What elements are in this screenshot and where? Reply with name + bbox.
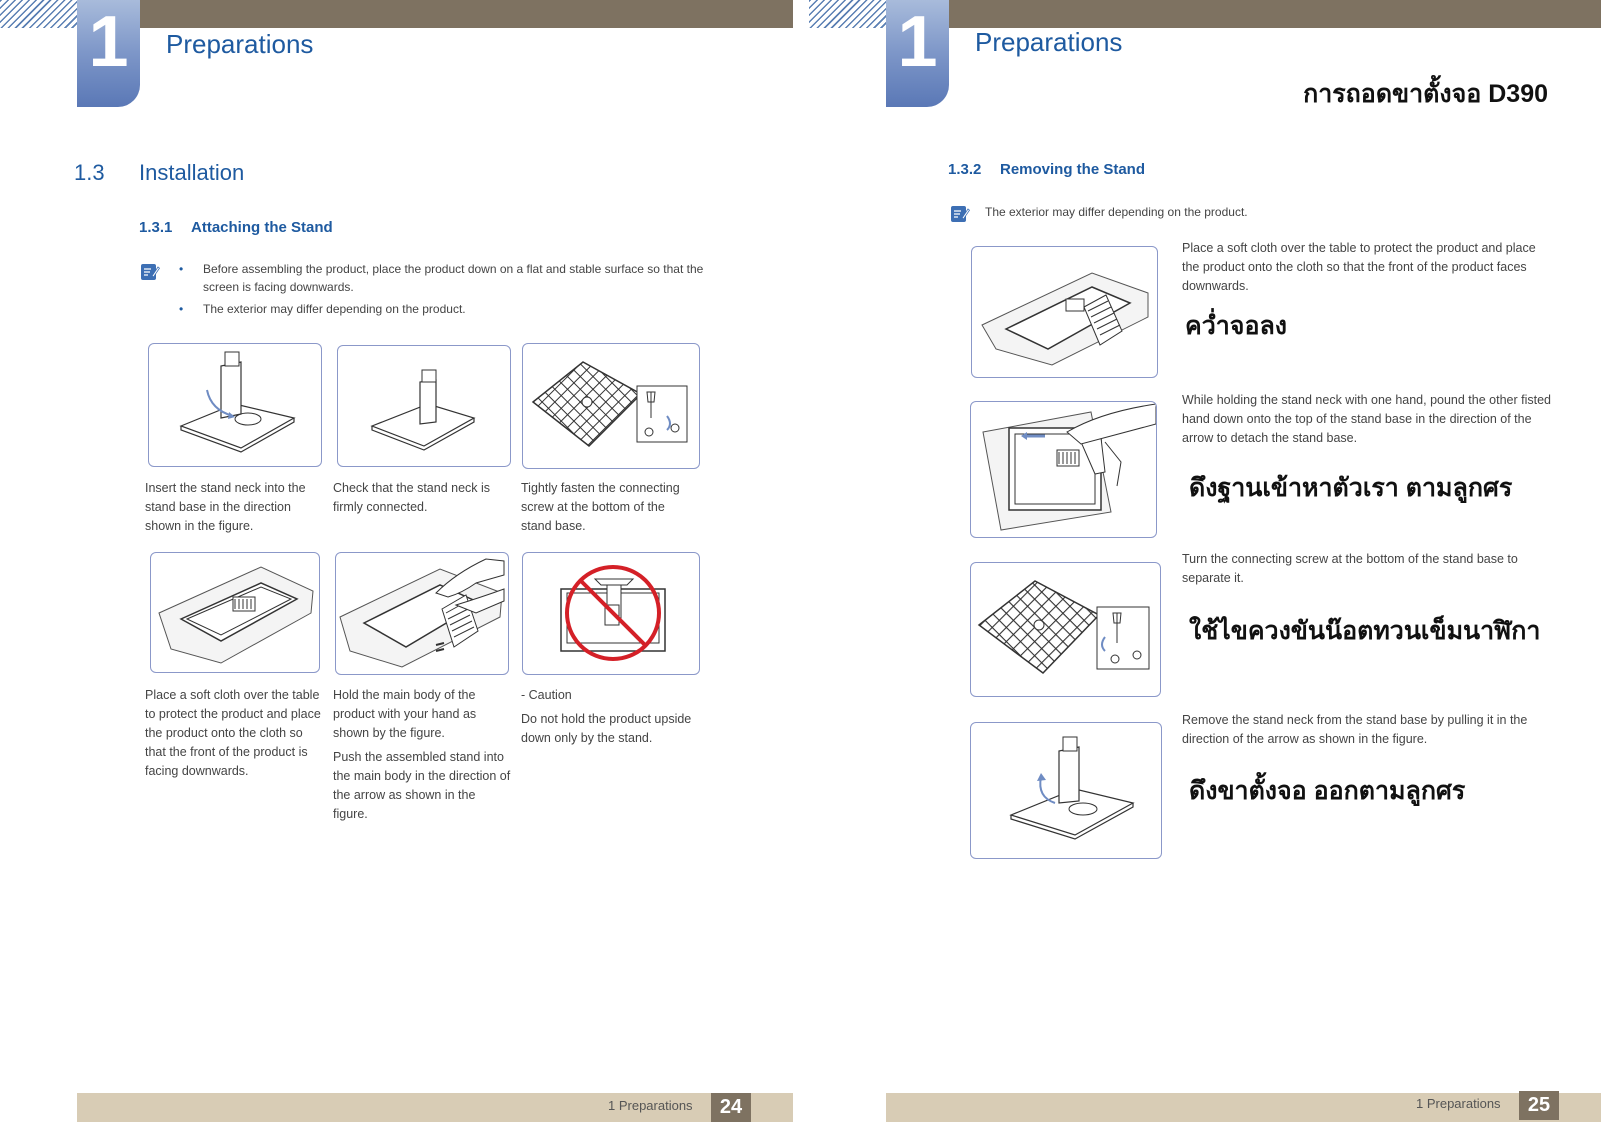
note-icon [140,262,160,282]
chapter-tab [77,0,140,107]
step2-text: While holding the stand neck with one hand, pound the other fisted hand down onto the top of the stand base in the direction of the arrow to detach the stand base. [1182,393,1552,445]
note-text: The exterior may differ depending on the product. [985,205,1248,219]
caution-text: Do not hold the product upside down only by the stand. [521,712,692,745]
step4-text: Remove the stand neck from the stand base by pulling it in the direction of the arrow as shown in the figure. [1182,713,1528,746]
note-icon [950,204,970,224]
subsection-number: 1.3.2 [948,161,982,178]
caption-step-4: Place a soft cloth over the table to protect the product and place the product onto the cloth so that the front of the product is facing downwards. [145,688,321,778]
chapter-title: Preparations [975,27,1123,57]
figure-stand-neck-insert [148,343,322,467]
figure-fasten-screw [522,343,700,469]
subsection-title: Attaching the Stand [191,219,333,236]
caption-step-1: Insert the stand neck into the stand base in the direction shown in the figure. [145,481,306,533]
step2-thai: ดึงฐานเข้าหาตัวเรา ตามลูกศร [1189,474,1513,502]
note-item: • The exterior may differ depending on the product. [179,302,466,316]
caption-step-2: Check that the stand neck is firmly connected. [333,481,491,514]
subsection-title: Removing the Stand [1000,161,1146,178]
figure-product-face-down [971,246,1158,378]
top-bar [949,0,1601,28]
chapter-number: 1 [88,2,129,82]
chapter-title: Preparations [166,29,314,59]
chapter-number: 1 [897,2,938,82]
figure-product-on-cloth [150,552,320,673]
caution-label: - Caution [521,688,572,702]
step3-thai: ใช้ไขควงขันน๊อตทวนเข็มนาฬิกา [1189,617,1541,645]
footer-label: 1 Preparations [1416,1096,1501,1111]
caption-caution [521,686,701,748]
step3-text: Turn the connecting screw at the bottom of the stand base to separate it. [1182,552,1518,585]
page-number: 24 [711,1093,751,1122]
figure-detach-base [970,401,1157,538]
note-item: • Before assembling the product, place the product down on a flat and stable surface so that the screen is facing downwards. [179,262,704,294]
footer-bar [886,1093,1601,1122]
caption-step-5-hold: Hold the main body of the product with your hand as shown by the figure. [333,688,477,740]
hatch-pattern [0,0,77,28]
hatch-pattern [809,0,886,28]
page-right [800,0,1601,1122]
section-number: 1.3 [74,160,105,185]
subsection-number: 1.3.1 [139,219,173,236]
step4-thai: ดึงขาตั้งจอ ออกตามลูกศร [1189,777,1466,805]
note-list [177,260,737,322]
section-title: Installation [139,160,245,185]
figure-push-stand [335,552,509,675]
figure-unscrew [970,562,1161,697]
figure-caution-no-hold [522,552,700,675]
page-left [0,0,800,1122]
figure-remove-neck [970,722,1162,859]
figure-stand-connected [337,345,511,467]
page-number: 25 [1519,1091,1559,1120]
caption-step-5 [333,686,511,824]
caption-step-3: Tightly fasten the connecting screw at the bottom of the stand base. [521,481,680,533]
step1-text: Place a soft cloth over the table to protect the product and place the product onto the cloth so that the front of the product faces downwards. [1182,241,1536,293]
top-bar [140,0,793,28]
thai-heading: การถอดขาตั้งจอ D390 [1303,80,1548,108]
footer-label: 1 Preparations [608,1098,693,1113]
step1-thai: คว่ำจอลง [1185,312,1287,340]
caption-step-5-push: Push the assembled stand into the main body in the direction of the arrow as shown in the figure. [333,750,511,821]
footer-bar [77,1093,793,1122]
chapter-tab [886,0,949,107]
